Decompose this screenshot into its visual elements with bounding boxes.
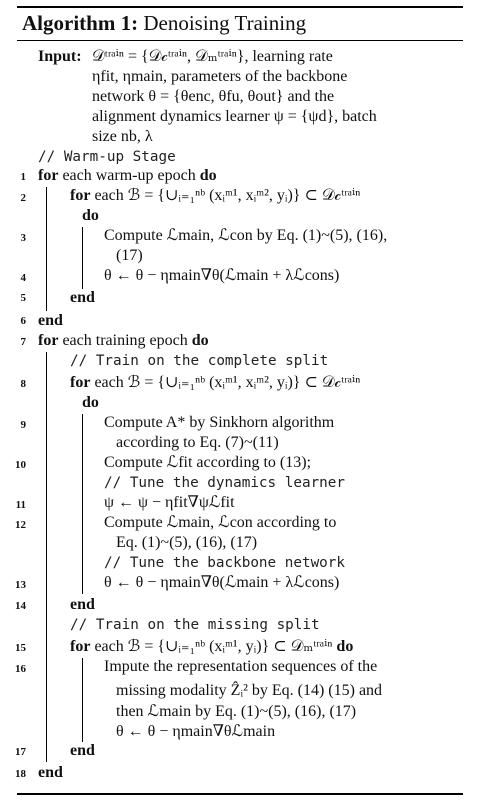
line-number-2: 2 <box>20 192 26 204</box>
line-number-14: 14 <box>15 600 26 612</box>
line-16b: missing modality Ẑᵢ² by Eq. (14) (15) and <box>116 682 383 699</box>
line-9b: according to Eq. (7)~(11) <box>116 434 279 451</box>
algorithm-title <box>22 7 306 39</box>
line-5: end <box>70 289 95 306</box>
indent-bar-training-epoch <box>46 352 47 762</box>
input-line-2: ηfit, ηmain, parameters of the backbone <box>92 68 348 85</box>
keyword-do: do <box>82 207 99 224</box>
line-11: ψ ← ψ − ηfit∇ψℒfit <box>104 494 235 511</box>
comment-tune-dynamics: // Tune the dynamics learner <box>104 475 346 491</box>
algorithm-name: Denoising Training <box>143 11 307 35</box>
keyword-for: for <box>70 374 91 391</box>
line-number-11: 11 <box>15 499 26 511</box>
line-8 <box>70 373 360 393</box>
line-3b: (17) <box>116 247 143 264</box>
input-line-5: size nb, λ <box>92 128 153 145</box>
line-17: end <box>70 742 95 759</box>
line-16a: Impute the representation sequences of the <box>104 658 378 675</box>
line-15 <box>70 637 353 657</box>
line-number-6: 6 <box>20 315 26 327</box>
line-18: end <box>38 764 63 781</box>
keyword-for: for <box>70 187 91 204</box>
line-number-8: 8 <box>20 378 26 390</box>
line-13: θ ← θ − ηmain∇θ(ℒmain + λℒcons) <box>104 574 340 591</box>
keyword-do: do <box>336 638 354 655</box>
line-14: end <box>70 596 95 613</box>
input-line-1: 𝒟ᵗʳᵃⁱⁿ = {𝒟𝒸ᵗʳᵃⁱⁿ, 𝒟ₘᵗʳᵃⁱⁿ}, learning rate <box>92 48 333 65</box>
line-16d: θ ← θ − ηmain∇θℒmain <box>116 723 276 740</box>
line-number-3: 3 <box>20 232 26 244</box>
line-1 <box>38 166 217 186</box>
line-8-text: each ℬ = {∪ᵢ₌₁ⁿᵇ (xᵢᵐ¹, xᵢᵐ², yᵢ)} ⊂ 𝒟𝒸ᵗʳᵃⁱⁿ <box>94 374 361 391</box>
comment-complete-split: // Train on the complete split <box>70 353 329 369</box>
indent-bar-batch-complete <box>82 414 83 594</box>
input-line-4: alignment dynamics learner ψ = {ψd}, batch <box>92 108 377 125</box>
line-number-18: 18 <box>15 768 26 780</box>
input-line-3: network θ = {θenc, θfu, θout} and the <box>92 88 335 105</box>
bottom-rule <box>17 793 463 795</box>
line-number-10: 10 <box>15 459 26 471</box>
line-number-4: 4 <box>20 272 26 284</box>
line-10: Compute ℒfit according to (13); <box>104 454 312 471</box>
indent-bar-batch-missing <box>82 658 83 742</box>
comment-tune-backbone: // Tune the backbone network <box>104 555 346 571</box>
keyword-for: for <box>38 167 59 184</box>
input-label: Input: <box>38 48 82 65</box>
line-number-16: 16 <box>15 663 26 675</box>
comment-warmup: // Warm-up Stage <box>38 149 176 165</box>
keyword-do: do <box>82 394 99 411</box>
line-2 <box>70 186 360 206</box>
keyword-for: for <box>38 332 59 349</box>
line-4: θ ← θ − ηmain∇θ(ℒmain + λℒcons) <box>104 267 340 284</box>
indent-bar-warmup-epoch <box>46 187 47 311</box>
line-number-13: 13 <box>15 579 26 591</box>
line-number-5: 5 <box>20 292 26 304</box>
line-1-text: each warm-up epoch <box>62 167 196 184</box>
keyword-do: do <box>199 167 217 184</box>
keyword-do: do <box>191 332 209 349</box>
line-16c: then ℒmain by Eq. (1)~(5), (16), (17) <box>116 703 357 720</box>
line-number-7: 7 <box>20 336 26 348</box>
line-number-9: 9 <box>20 419 26 431</box>
line-15-text: each ℬ = {∪ᵢ₌₁ⁿᵇ (xᵢᵐ¹, yᵢ)} ⊂ 𝒟ₘᵗʳᵃⁱⁿ <box>94 638 333 655</box>
line-7 <box>38 331 209 351</box>
comment-missing-split: // Train on the missing split <box>70 617 320 633</box>
line-7-text: each training epoch <box>62 332 188 349</box>
line-number-15: 15 <box>15 642 26 654</box>
keyword-for: for <box>70 638 91 655</box>
line-6: end <box>38 312 63 329</box>
line-3a: Compute ℒmain, ℒcon by Eq. (1)~(5), (16), <box>104 227 388 244</box>
line-12a: Compute ℒmain, ℒcon according to <box>104 514 337 531</box>
line-number-17: 17 <box>15 746 26 758</box>
title-rule <box>17 40 463 41</box>
line-number-12: 12 <box>15 519 26 531</box>
line-2-text: each ℬ = {∪ᵢ₌₁ⁿᵇ (xᵢᵐ¹, xᵢᵐ², yᵢ)} ⊂ 𝒟𝒸ᵗʳᵃⁱⁿ <box>94 187 361 204</box>
indent-bar-batch-warmup <box>82 227 83 289</box>
line-9a: Compute A* by Sinkhorn algorithm <box>104 414 335 431</box>
line-12b: Eq. (1)~(5), (16), (17) <box>116 534 258 551</box>
line-number-1: 1 <box>20 171 26 183</box>
algorithm-label: Algorithm 1: <box>22 11 139 35</box>
